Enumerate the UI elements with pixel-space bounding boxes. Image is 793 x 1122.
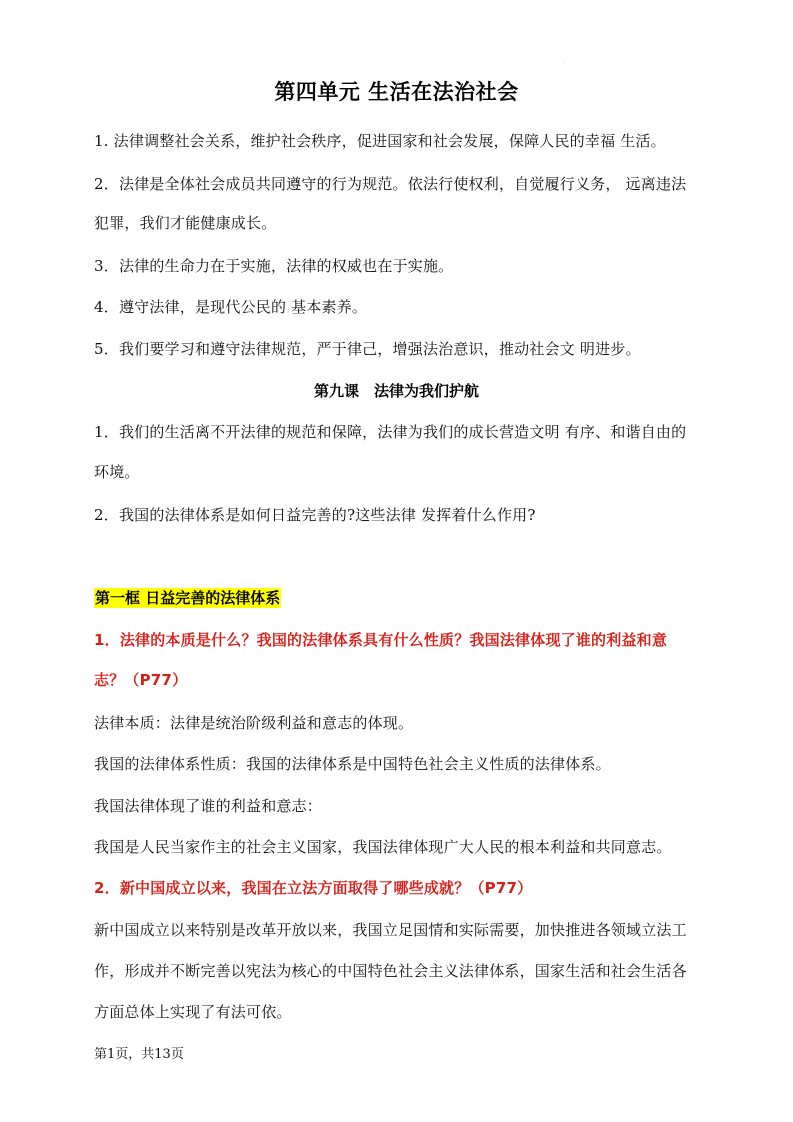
lesson-point-1: 1．我们的生活离不开法律的规范和保障，法律为我们的成长营造文明 有序、和谐自由的 <box>94 423 687 441</box>
answer-1-line-4: 我国是人民当家作主的社会主义国家，我国法律体现广大人民的根本利益和共同意志。 <box>94 838 672 856</box>
lesson-point-2: 2．我国的法律体系是如何日益完善的?这些法律 发挥着什么作用? <box>94 506 536 524</box>
intro-point-5: 5．我们要学习和遵守法律规范，严于律己，增强法治意识，推动社会文 明进步。 <box>94 340 641 358</box>
question-1-line-1: 1．法律的本质是什么？我国的法律体系具有什么性质？我国法律体现了谁的利益和意 <box>94 631 668 649</box>
answer-2-line-2: 作，形成并不断完善以宪法为核心的中国特色社会主义法律体系，国家生活和社会生活各 <box>94 962 687 980</box>
section-heading: 第一框 日益完善的法律体系 <box>95 589 281 607</box>
corner-mark: · <box>563 60 565 67</box>
intro-point-1: 1. 法律调整社会关系，维护社会秩序，促进国家和社会发展，保障人民的幸福 生活。 <box>94 132 666 150</box>
answer-1-line-2: 我国的法律体系性质：我国的法律体系是中国特色社会主义性质的法律体系。 <box>94 755 611 773</box>
answer-2-line-3: 方面总体上实现了有法可依。 <box>94 1003 292 1021</box>
lesson-point-1-cont: 环境。 <box>94 463 140 481</box>
intro-point-2-cont: 犯罪，我们才能健康成长。 <box>94 214 277 232</box>
intro-point-3: 3．法律的生命力在于实施，法律的权威也在于实施。 <box>94 257 454 275</box>
intro-point-4: 4．遵守法律，是现代公民的 基本素养。 <box>94 298 368 316</box>
question-1-line-2: 志？（P77） <box>94 671 188 689</box>
answer-1-line-1: 法律本质：法律是统治阶级利益和意志的体现。 <box>94 714 414 732</box>
answer-2-line-1: 新中国成立以来特别是改革开放以来，我国立足国情和实际需要，加快推进各领域立法工 <box>94 921 687 939</box>
page-footer: 第1页，共13页 <box>94 1047 184 1062</box>
lesson-title: 第九课 法律为我们护航 <box>313 382 479 400</box>
intro-point-2: 2．法律是全体社会成员共同遵守的行为规范。依法行使权利，自觉履行义务， 远离违法 <box>94 175 687 193</box>
answer-1-line-3: 我国法律体现了谁的利益和意志： <box>94 797 323 815</box>
unit-title: 第四单元 生活在法治社会 <box>274 80 519 104</box>
question-2: 2．新中国成立以来，我国在立法方面取得了哪些成就？（P77） <box>94 879 533 897</box>
